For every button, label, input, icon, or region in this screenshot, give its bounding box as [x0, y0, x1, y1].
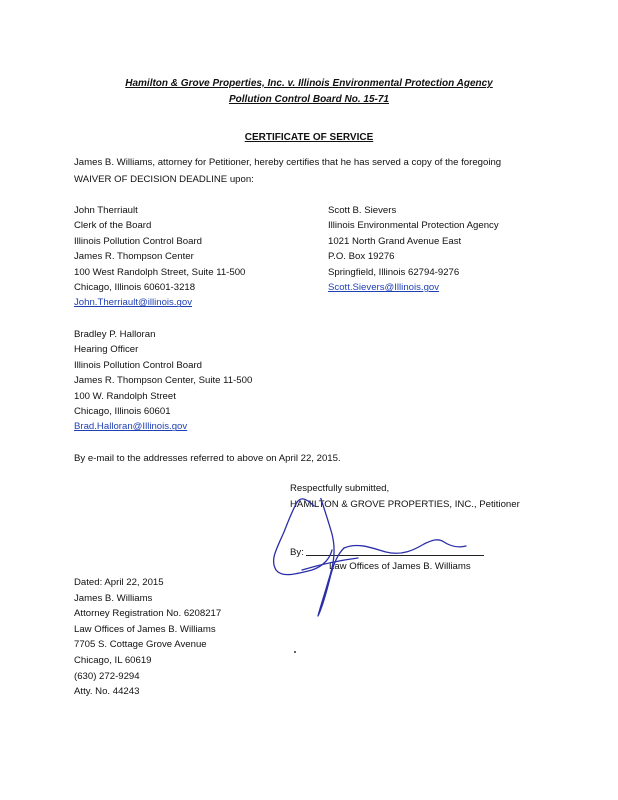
attorney-footer	[74, 575, 221, 700]
intro-paragraph	[74, 154, 554, 188]
recipient-name: Scott B. Sievers	[328, 205, 397, 216]
intro-line-1: James B. Williams, attorney for Petitioner, hereby certifies that he has served a copy of the foregoing	[74, 157, 502, 168]
case-caption	[0, 76, 618, 108]
recipient-city: Springfield, Illinois 62794-9276	[328, 266, 460, 278]
recipient-sievers	[328, 203, 499, 295]
attorney-name: James B. Williams	[74, 592, 153, 604]
recipient-building: James R. Thompson Center	[74, 251, 194, 263]
signature-closing: Respectfully submitted,	[290, 483, 390, 494]
recipient-email-link[interactable]: Scott.Sievers@Illinois.gov	[328, 282, 440, 294]
service-note: By e-mail to the addresses referred to above on April 22, 2015.	[74, 453, 341, 464]
recipient-street: 1021 North Grand Avenue East	[328, 235, 462, 247]
recipient-therriault	[74, 203, 245, 311]
scan-speck	[294, 651, 296, 653]
case-caption-parties: Hamilton & Grove Properties, Inc. v. Illinois Environmental Protection Agency	[125, 78, 493, 89]
recipient-city: Chicago, Illinois 60601	[74, 406, 171, 418]
recipient-street: 100 West Randolph Street, Suite 11-500	[74, 266, 246, 278]
recipient-org: Illinois Environmental Protection Agency	[328, 220, 499, 232]
recipient-title: Hearing Officer	[74, 344, 139, 356]
recipient-org: Illinois Pollution Control Board	[74, 359, 202, 371]
recipient-halloran	[74, 327, 252, 435]
certificate-title: CERTIFICATE OF SERVICE	[244, 132, 374, 143]
handwritten-signature	[262, 498, 492, 628]
dated-line: Dated: April 22, 2015	[74, 577, 164, 588]
case-caption-number: Pollution Control Board No. 15-71	[228, 94, 389, 105]
recipient-org: Illinois Pollution Control Board	[74, 235, 202, 247]
intro-line-2: WAIVER OF DECISION DEADLINE upon:	[74, 174, 254, 185]
recipient-name: Bradley P. Halloran	[74, 329, 156, 340]
recipient-title: Clerk of the Board	[74, 220, 152, 232]
attorney-number: Atty. No. 44243	[74, 686, 140, 698]
signature-party: HAMILTON & GROVE PROPERTIES, INC., Petitioner	[290, 499, 520, 510]
recipient-email-link[interactable]: John.Therriault@illinois.gov	[74, 297, 192, 309]
recipient-pobox: P.O. Box 19276	[328, 251, 395, 263]
signature-firm: Law Offices of James B. Williams	[329, 561, 471, 572]
attorney-street: 7705 S. Cottage Grove Avenue	[74, 639, 207, 651]
recipient-street: 100 W. Randolph Street	[74, 390, 176, 402]
signature-by-label: By:	[290, 547, 304, 558]
attorney-city: Chicago, IL 60619	[74, 654, 152, 666]
attorney-firm: Law Offices of James B. Williams	[74, 623, 216, 635]
recipient-city: Chicago, Illinois 60601-3218	[74, 282, 196, 294]
attorney-registration: Attorney Registration No. 6208217	[74, 608, 222, 620]
recipient-name: John Therriault	[74, 205, 138, 216]
recipient-email-link[interactable]: Brad.Halloran@Illinois.gov	[74, 421, 188, 433]
recipient-building: James R. Thompson Center, Suite 11-500	[74, 375, 253, 387]
attorney-phone: (630) 272-9294	[74, 670, 140, 682]
